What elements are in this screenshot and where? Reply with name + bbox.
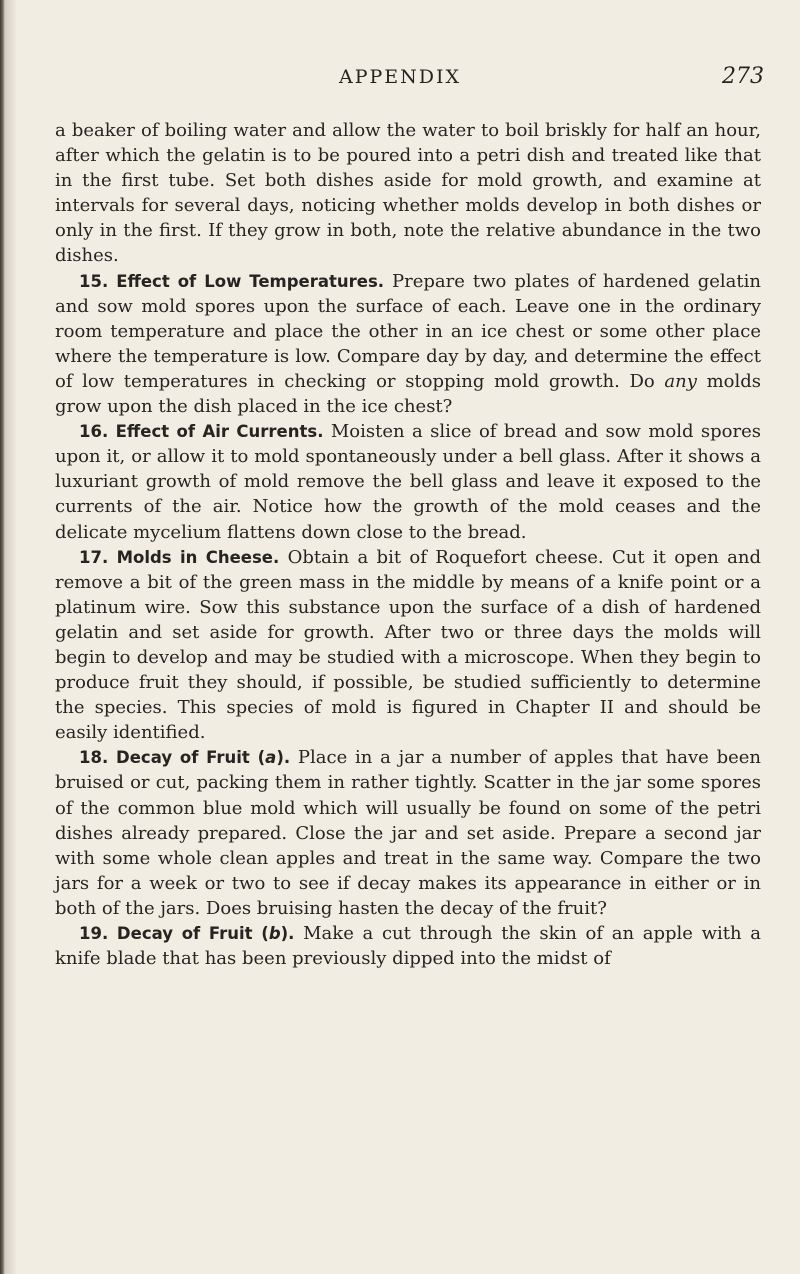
paragraph-item-17 <box>55 545 761 746</box>
item-heading <box>79 748 290 767</box>
paragraph-text: Place in a jar a number of apples that have been bruised or cut, packing them in rather tightly. Scatter in the jar some spores of the common blue mold which will usually be found on some of the petri dishes already prepared. Close the jar and set aside. Prepare a second jar with some whole clean apples and treat in the same way. Compare the two jars for a week or two to see if decay makes its appearance in either or in both of the jars. Does bruising hasten the decay of the fruit? <box>55 747 761 919</box>
item-heading: 15. Effect of Low Temperatures. <box>79 271 385 291</box>
item-heading-letter: a <box>265 748 277 768</box>
paragraph-item-16 <box>55 419 761 544</box>
item-heading-part: ). <box>280 924 295 943</box>
paragraph-text: molds grow upon the dish placed in the ice chest? <box>55 370 761 418</box>
paragraph-text: Obtain a bit of Roquefort cheese. Cut it open and remove a bit of the green mass in the middle by means of a knife point or a platinum wire. Sow this substance upon the surface of a dish of hardened gelatin and set aside for growth. After two or three days the molds will begin to develop and may be studied with a microscope. When they begin to produce fruit they should, if possible, be studied sufficiently to determine the species. This species of mold is figured in Chapter II and should be easily identified. <box>55 546 761 744</box>
item-heading: 16. Effect of Air Currents. <box>79 422 324 442</box>
page-header <box>0 66 800 96</box>
item-heading-part: ). <box>276 748 291 768</box>
paragraph-item-19 <box>55 921 761 971</box>
emphasis-text: any <box>664 370 697 392</box>
item-heading <box>79 924 294 943</box>
paragraph-text: a beaker of boiling water and allow the water to boil briskly for half an hour, after which the gelatin is to be poured into a petri dish and treated like that in the first tube. Set both dishes aside for mold growth, and examine at intervals for several days, noticing whether molds develop in both dishes or only in the first. If they grow in both, note the relative abundance in the two dishes. <box>55 120 761 267</box>
page-gutter-shadow <box>5 0 17 1274</box>
item-heading-part: 18. Decay of Fruit ( <box>79 748 266 768</box>
item-heading: 17. Molds in Cheese. <box>79 547 280 567</box>
paragraph-item-18 <box>55 745 761 921</box>
item-heading-part: 19. Decay of Fruit ( <box>79 924 269 943</box>
paragraph-continuation <box>55 118 761 269</box>
paragraph-text: Make a cut through the skin of an apple with a knife blade that has been previously dipped into the midst of <box>55 923 761 970</box>
page-body <box>55 118 761 971</box>
paragraph-text: Moisten a slice of bread and sow mold spores upon it, or allow it to mold spontaneously under a bell glass. After it shows a luxuriant growth of mold remove the bell glass and leave it exposed to the currents of the air. Notice how the growth of the mold ceases and the delicate mycelium flattens down close to the bread. <box>55 421 761 543</box>
page-number: 273 <box>722 64 764 89</box>
paragraph-text: Prepare two plates of hardened gelatin and sow mold spores upon the surface of each. Leave one in the ordinary room temperature and place the other in an ice chest or some other place where the temperature is low. Compare day by day, and determine the effect of low temperatures in checking or stopping mold growth. Do <box>55 270 761 392</box>
paragraph-item-15 <box>55 269 761 420</box>
running-head: APPENDIX <box>338 66 462 88</box>
item-heading-letter: b <box>268 924 281 943</box>
